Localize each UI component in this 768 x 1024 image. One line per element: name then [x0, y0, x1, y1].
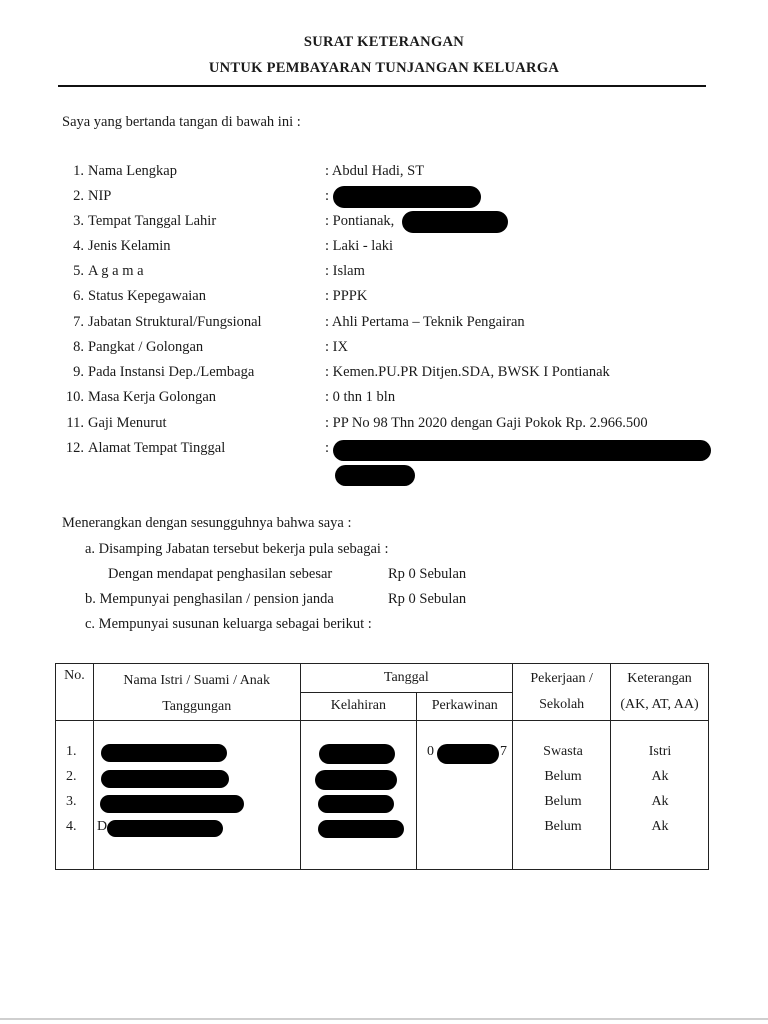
scan-edge [0, 1018, 768, 1020]
field-value: : [325, 440, 330, 456]
redaction-birth-row2 [315, 770, 397, 790]
row-keterangan: Ak [651, 794, 669, 809]
redaction-name-row2 [101, 770, 229, 788]
redaction-name-row1 [101, 744, 227, 762]
header-keterangan [611, 664, 709, 721]
field-value: : 0 thn 1 bln [325, 389, 396, 405]
header-kelahiran: Kelahiran [300, 692, 417, 721]
redaction-name-row4 [107, 820, 223, 837]
row-pekerjaan: Belum [544, 769, 582, 784]
field-number: 4. [73, 238, 84, 254]
row-number: 4. [66, 819, 77, 834]
header-keterangan-line1: Keterangan [627, 671, 692, 686]
field-number: 10. [65, 389, 84, 405]
row-keterangan: Istri [648, 744, 672, 759]
statement-b: b. Mempunyai penghasilan / pension janda [85, 591, 334, 607]
field-label: Jenis Kelamin [88, 238, 171, 254]
header-pekerjaan-line2: Sekolah [539, 697, 585, 712]
field-value: : Ahli Pertama – Teknik Pengairan [325, 314, 525, 330]
field-number: 6. [73, 288, 84, 304]
field-value: : Pontianak, [325, 213, 395, 229]
statement-intro: Menerangkan dengan sesungguhnya bahwa saya : [62, 515, 352, 531]
field-label: Status Kepegawaian [88, 288, 206, 304]
field-label: NIP [88, 188, 112, 204]
field-label: A g a m a [88, 263, 144, 279]
field-value: : Laki - laki [325, 238, 394, 254]
row-name-fragment-start: D [97, 819, 108, 834]
statement-a: a. Disamping Jabatan tersebut bekerja pula sebagai : [85, 541, 389, 557]
field-number: 9. [73, 364, 84, 380]
field-number: 7. [73, 314, 84, 330]
row-number: 3. [66, 794, 77, 809]
redaction-birthdate [402, 211, 508, 233]
redaction-birth-row4 [318, 820, 404, 838]
header-nama [93, 664, 300, 721]
field-number: 2. [73, 188, 84, 204]
statement-b-value: Rp 0 Sebulan [388, 591, 467, 607]
row-keterangan: Ak [651, 769, 669, 784]
field-number: 1. [73, 163, 84, 179]
body-perkawinan-cell [417, 721, 513, 870]
field-label: Tempat Tanggal Lahir [88, 213, 217, 229]
field-label: Pada Instansi Dep./Lembaga [88, 364, 255, 380]
field-number: 11. [66, 415, 84, 431]
redaction-address-line2 [335, 465, 415, 486]
field-value: : PPPK [325, 288, 368, 304]
field-value: : PP No 98 Thn 2020 dengan Gaji Pokok Rp. 2.966.500 [325, 415, 648, 431]
row-pekerjaan: Belum [544, 794, 582, 809]
row-number: 2. [66, 769, 77, 784]
field-number: 8. [73, 339, 84, 355]
field-number: 5. [73, 263, 84, 279]
redaction-birth-row1 [319, 744, 395, 764]
header-tanggal: Tanggal [300, 664, 513, 693]
header-pekerjaan-line1: Pekerjaan / [530, 671, 593, 686]
field-label: Masa Kerja Golongan [88, 389, 217, 405]
field-value: : Islam [325, 263, 365, 279]
header-rule [58, 85, 706, 87]
field-number: 3. [73, 213, 84, 229]
row-pekerjaan: Swasta [543, 744, 583, 759]
document-title: SURAT KETERANGAN [303, 34, 465, 50]
redaction-nip [333, 186, 481, 208]
field-label: Gaji Menurut [88, 415, 167, 431]
header-perkawinan: Perkawinan [417, 692, 513, 721]
row-perkawinan-fragment-start: 0 [427, 744, 434, 759]
redaction-birth-row3 [318, 795, 394, 813]
field-label: Jabatan Struktural/Fungsional [88, 314, 262, 330]
header-nama-line1: Nama Istri / Suami / Anak [123, 673, 271, 688]
header-pekerjaan [513, 664, 611, 721]
header-no: No. [56, 664, 94, 721]
redaction-address-line1 [333, 440, 711, 461]
field-number: 12. [65, 440, 84, 456]
row-number: 1. [66, 744, 77, 759]
row-pekerjaan: Belum [544, 819, 582, 834]
header-keterangan-line2: (AK, AT, AA) [620, 697, 699, 712]
redaction-marriage-row1 [437, 744, 499, 764]
intro-text: Saya yang bertanda tangan di bawah ini : [62, 114, 301, 130]
statement-c: c. Mempunyai susunan keluarga sebagai berikut : [85, 616, 372, 632]
field-label: Nama Lengkap [88, 163, 177, 179]
field-value: : Kemen.PU.PR Ditjen.SDA, BWSK I Pontianak [325, 364, 610, 380]
family-table [55, 663, 709, 870]
document-subtitle: UNTUK PEMBAYARAN TUNJANGAN KELUARGA [208, 60, 560, 76]
table-header-row [56, 664, 709, 693]
statement-a-sub-value: Rp 0 Sebulan [388, 566, 467, 582]
field-value: : Abdul Hadi, ST [325, 163, 425, 179]
field-value: : IX [325, 339, 348, 355]
field-label: Pangkat / Golongan [88, 339, 204, 355]
statement-a-sub-label: Dengan mendapat penghasilan sebesar [108, 566, 333, 582]
header-nama-line2: Tanggungan [162, 699, 232, 714]
row-keterangan: Ak [651, 819, 669, 834]
field-value: : [325, 188, 330, 204]
row-perkawinan-fragment-end: 7 [500, 744, 507, 759]
redaction-name-row3 [100, 795, 244, 813]
field-label: Alamat Tempat Tinggal [88, 440, 226, 456]
